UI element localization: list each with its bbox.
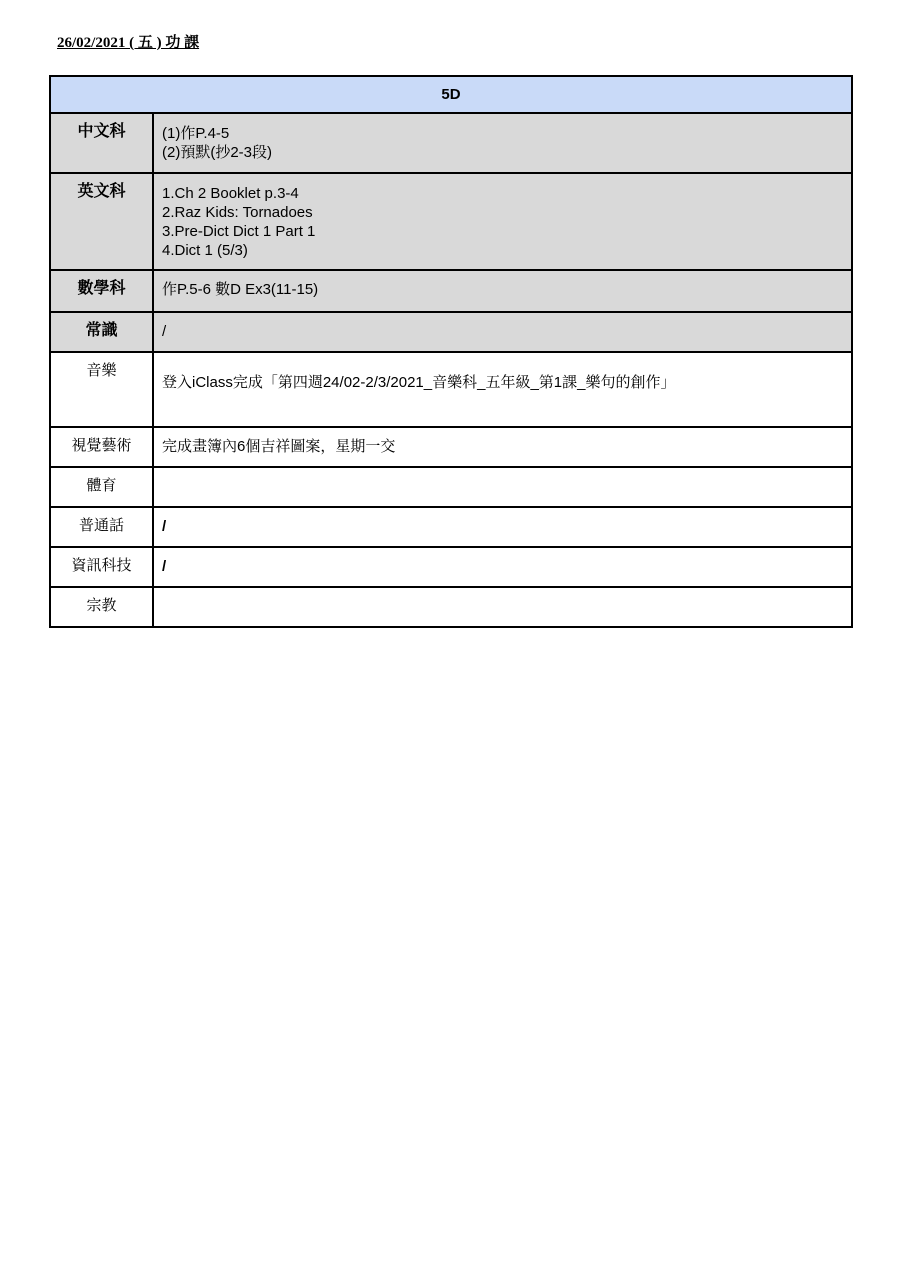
subject-label: 普通話 xyxy=(50,507,153,547)
homework-content xyxy=(153,427,852,467)
homework-content xyxy=(153,467,852,507)
table-row-math xyxy=(50,270,852,312)
homework-line: / xyxy=(162,518,167,535)
homework-content xyxy=(153,113,852,173)
table-row-visual-arts xyxy=(50,427,852,467)
homework-content xyxy=(153,173,852,270)
homework-line: / xyxy=(162,323,167,340)
homework-line: 1.Ch 2 Booklet p.3-4 xyxy=(162,185,299,202)
subject-label: 常識 xyxy=(50,312,153,352)
homework-line: 作P.5-6 數D Ex3(11-15) xyxy=(162,281,319,298)
homework-content xyxy=(153,270,852,312)
table-row-it xyxy=(50,547,852,587)
homework-content xyxy=(153,547,852,587)
homework-content xyxy=(153,587,852,627)
homework-content xyxy=(153,507,852,547)
homework-content xyxy=(153,312,852,352)
table-row-pe xyxy=(50,467,852,507)
homework-line: (2)預默(抄2-3段) xyxy=(162,144,273,161)
subject-label: 視覺藝術 xyxy=(50,427,153,467)
homework-table xyxy=(49,75,853,628)
homework-line: 2.Raz Kids: Tornadoes xyxy=(162,204,313,221)
table-row-religion xyxy=(50,587,852,627)
table-row-general-studies xyxy=(50,312,852,352)
homework-line: 4.Dict 1 (5/3) xyxy=(162,242,248,259)
homework-line: 完成畫簿內6個吉祥圖案，星期一交 xyxy=(162,438,396,455)
class-header-row xyxy=(50,76,852,113)
homework-line: 3.Pre-Dict Dict 1 Part 1 xyxy=(162,223,316,240)
homework-line: (1)作P.4-5 xyxy=(162,125,230,142)
subject-label: 中文科 xyxy=(50,113,153,173)
subject-label: 體育 xyxy=(50,467,153,507)
table-row-putonghua xyxy=(50,507,852,547)
homework-content xyxy=(153,352,852,427)
subject-label: 數學科 xyxy=(50,270,153,312)
table-row-chinese xyxy=(50,113,852,173)
table-row-music xyxy=(50,352,852,427)
table-row-english xyxy=(50,173,852,270)
subject-label: 資訊科技 xyxy=(50,547,153,587)
subject-label: 音樂 xyxy=(50,352,153,427)
class-name-header: 5D xyxy=(50,76,852,113)
subject-label: 英文科 xyxy=(50,173,153,270)
subject-label: 宗教 xyxy=(50,587,153,627)
homework-line: / xyxy=(162,558,167,575)
homework-line: 登入iClass完成「第四週24/02-2/3/2021_音樂科_五年級_第1課_樂句的創作」 xyxy=(162,374,676,391)
page-title: 26/02/2021 ( 五 ) 功 課 xyxy=(57,35,200,51)
